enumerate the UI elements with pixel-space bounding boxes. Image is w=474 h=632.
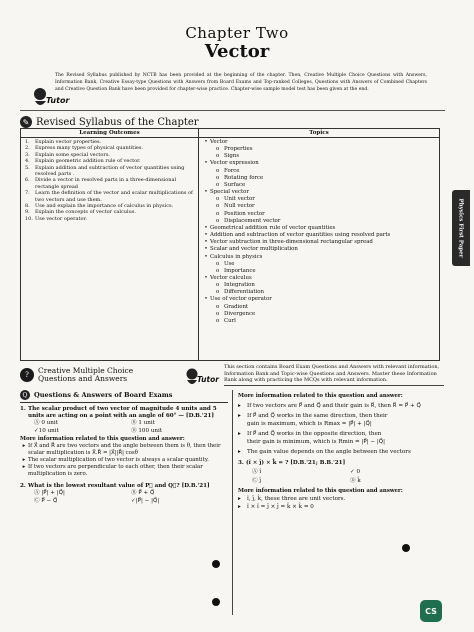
circle-bullet-icon: o — [216, 196, 220, 203]
outcomes-list — [21, 138, 198, 223]
topic-text: Calculus in physics — [210, 253, 263, 260]
logo-text: Tutor — [197, 375, 219, 384]
cmcq-header — [20, 364, 170, 386]
topic-item — [202, 239, 436, 246]
question-3-options — [238, 468, 448, 486]
info-point — [20, 457, 228, 464]
bullet-icon: • — [204, 296, 208, 303]
bullet-icon: • — [204, 274, 208, 281]
learning-outcomes-column — [21, 129, 199, 360]
column-divider — [232, 390, 233, 615]
ink-mark — [402, 544, 410, 552]
topics-header: Topics — [198, 129, 440, 138]
subtopic-text: Unit vector — [224, 196, 255, 203]
circle-bullet-icon: o — [216, 153, 220, 160]
outcome-text: Explain some special vectors. — [35, 151, 110, 158]
topics-column — [198, 129, 440, 360]
topic-text: Special vector — [210, 189, 249, 196]
topic-item — [202, 160, 436, 167]
left-column — [20, 390, 228, 505]
outcome-text: Use vector operator. — [35, 215, 87, 222]
topic-item — [202, 189, 436, 196]
outcome-number: 4. — [25, 158, 30, 165]
bullet-icon: • — [204, 160, 208, 167]
question-text: What is the lowest resultant value of P⃗ and Q⃗? [D.B.'21] — [28, 483, 210, 490]
info-points — [20, 443, 228, 478]
subtopic-item — [202, 196, 436, 203]
tutor-logo-icon — [184, 366, 222, 388]
right-column — [238, 393, 448, 512]
topic-text: Vector calculus — [210, 274, 252, 281]
info-point — [238, 496, 448, 503]
bullet-icon: ▸ — [238, 403, 241, 409]
subtopic-text: Use — [224, 260, 235, 267]
subtopic-item — [202, 318, 436, 325]
circle-bullet-icon: o — [216, 146, 220, 153]
circle-bullet-icon: o — [216, 174, 220, 181]
subtopic-text: Divergence — [224, 310, 256, 317]
cmcq-note: This section contains Board Exam Questions and Answers with relevant information, Information Bank and Topic-wise Questions and Answers. Master these Information Bank along with practicing the MCQs with relevant information. — [224, 364, 444, 386]
subtopic-text: Surface — [224, 181, 246, 188]
more-info-heading: More information related to this question and answer: — [238, 393, 403, 399]
subtopic-text: Displacement vector — [224, 217, 281, 224]
subtopic-text: Force — [224, 167, 240, 174]
bullet-icon: ▸ — [238, 449, 241, 456]
subtopic-text: Rotating force — [224, 174, 264, 181]
option: Ⓒ ĵ — [252, 477, 262, 484]
info-point — [238, 449, 448, 456]
question-1-options — [20, 420, 228, 435]
info-point — [20, 464, 228, 478]
circle-bullet-icon: o — [216, 289, 220, 296]
bullet-icon: ▸ — [238, 504, 241, 511]
outcome-text: Divide a vector in resolved parts in a three-dimensional rectangle spread — [35, 177, 177, 190]
circle-bullet-icon: o — [216, 303, 220, 310]
outcome-text: Explain addition and subtraction of vector quantities using resolved parts . — [35, 164, 185, 178]
option: ✓10 unit — [34, 427, 59, 434]
outcome-number: 5. — [25, 164, 30, 171]
circle-bullet-icon: o — [216, 210, 220, 217]
circle-bullet-icon: o — [216, 167, 220, 174]
question-3 — [238, 460, 448, 467]
subtopic-text: Integration — [224, 282, 255, 289]
board-exams-title: Questions & Answers of Board Exams — [34, 391, 173, 399]
syllabus-table — [20, 128, 440, 361]
subtopic-text: Curl — [224, 317, 236, 324]
outcome-number: 7. — [25, 190, 30, 197]
bullet-icon: • — [204, 189, 208, 196]
subtopic-item — [202, 182, 436, 189]
bullet-icon: • — [204, 232, 208, 239]
circle-bullet-icon: o — [216, 317, 220, 324]
info-text: gain is maximum, which is Rmax = |P⃗| + |Q⃗| — [247, 420, 372, 427]
learning-outcomes-header: Learning Outcomes — [21, 129, 198, 138]
outcome-number: 3. — [25, 151, 30, 158]
outcome-text: Express many types of physical quantities. — [35, 145, 144, 152]
subtopic-item — [202, 268, 436, 275]
topic-text: Vector — [210, 139, 228, 145]
chapter-title: Vector — [204, 41, 270, 62]
option: ✓|P⃗| − |Q⃗| — [131, 497, 160, 504]
bullet-icon: • — [204, 224, 208, 231]
circle-bullet-icon: o — [216, 282, 220, 289]
question-text: (î × ĵ) × k̂ = ? [D.B.'21; B.B.'21] — [246, 460, 346, 467]
info-point — [238, 413, 448, 420]
question-text: The scalar product of two vector of magnitude 4 units and 5 units are acting on a point with an angle of 60° — [D.B.'21] — [28, 406, 217, 420]
section-title: Revised Syllabus of the Chapter — [36, 116, 199, 128]
outcome-text: Explain the concepts of vector calculus. — [35, 209, 137, 216]
topics-list — [198, 138, 440, 326]
question-number: 3. — [238, 460, 244, 467]
info-point — [20, 443, 228, 457]
syllabus-icon: ✎ — [20, 116, 32, 128]
outcome-number: 6. — [25, 177, 30, 184]
info-text: their gain is minimum, which is Rmin = |P⃗| − |Q⃗| — [247, 438, 386, 445]
topic-item — [202, 139, 436, 146]
subtopic-item — [202, 168, 436, 175]
subtopic-text: Position vector — [224, 210, 265, 217]
option: Ⓐ î — [252, 468, 262, 475]
question-number: 1. — [20, 406, 26, 412]
qa-icon: Q — [20, 390, 30, 400]
subtopic-item — [202, 311, 436, 318]
topic-item — [202, 225, 436, 232]
cmcq-title-line2: Questions and Answers — [38, 374, 128, 383]
option: Ⓓ k̂ — [350, 477, 361, 484]
bullet-icon: • — [204, 246, 208, 253]
outcome-text: Learn the definition of the vector and scalar multiplications of two vectors and use them. — [35, 190, 193, 203]
outcome-number: 9. — [25, 209, 30, 216]
more-info-heading: More information related to this question and answer: — [238, 487, 403, 494]
subtopic-text: Properties — [224, 146, 253, 153]
outcome-item — [25, 216, 194, 222]
topic-item — [202, 254, 436, 261]
ink-mark — [212, 598, 220, 606]
bullet-icon: • — [204, 239, 208, 246]
topic-text: Addition and subtraction of vector quantities using resolved parts — [210, 232, 391, 239]
bullet-icon: • — [204, 139, 208, 145]
outcome-item — [25, 165, 194, 178]
option: Ⓑ P⃗ + Q⃗ — [131, 490, 155, 497]
subtopic-item — [202, 218, 436, 225]
subtopic-item — [202, 211, 436, 218]
topic-item — [202, 232, 436, 239]
subtopic-item — [202, 203, 436, 210]
topic-text: Vector expression — [210, 160, 259, 167]
question-1 — [20, 406, 228, 420]
circle-bullet-icon: o — [216, 203, 220, 210]
outcome-text: Explain vector properties. — [35, 139, 102, 145]
option: Ⓓ 100 unit — [131, 427, 163, 434]
outcome-item — [25, 190, 194, 203]
intro-paragraph: The Revised Syllabus published by NCTB has been provided at the beginning of the chapter. Then, Creative Multiple Choice Questions with Answers, Information Bank, Creative Essay-type Questions with Answers from Board Exams and Top-ranked Colleges, Questions with Answers of Combined Chapters and Creative Question Bank have been provided for chapter-wise practice. Chapter-wise sample model test has been given at the end. — [55, 73, 427, 93]
info-point — [238, 504, 448, 511]
outcome-item — [25, 177, 194, 190]
info-text: The gain value depends on the angle between the vectors — [247, 449, 411, 456]
side-tab-label: Physics First Paper — [458, 198, 464, 258]
subtopic-item — [202, 175, 436, 182]
subtopic-text: Signs — [224, 153, 240, 160]
subtopic-item — [202, 304, 436, 311]
subtopic-item — [202, 146, 436, 153]
topic-text: Vector subtraction in three-dimensional rectangular spread — [210, 239, 373, 246]
question-2-options — [20, 490, 228, 505]
outcome-number: 2. — [25, 145, 30, 152]
topic-text: Geometrical addition rule of vector quantities — [210, 224, 336, 231]
logo-text: Tutor — [46, 96, 70, 105]
circle-bullet-icon: o — [216, 267, 220, 274]
circle-bullet-icon: o — [216, 310, 220, 317]
subtopic-item — [202, 289, 436, 296]
subtopic-text: Gradient — [224, 303, 249, 310]
option: ✓ 0 — [350, 468, 361, 475]
outcome-number: 1. — [25, 139, 30, 145]
more-info-heading: More information related to this question and answer: — [20, 436, 185, 443]
subtopic-text: Null vector — [224, 203, 255, 210]
info-text: î, ĵ, k̂, these three are unit vectors. — [247, 495, 346, 502]
bullet-icon: • — [204, 253, 208, 260]
info-point — [238, 403, 448, 410]
divider — [20, 110, 445, 111]
topic-item — [202, 275, 436, 282]
topic-text: Scalar and vector multiplication — [210, 246, 298, 253]
topic-item — [202, 296, 436, 303]
circle-bullet-icon: o — [216, 181, 220, 188]
topic-item — [202, 246, 436, 253]
option: Ⓐ 0 unit — [34, 420, 58, 427]
cmcq-title-line1: Creative Multiple Choice — [38, 365, 134, 375]
circle-bullet-icon: o — [216, 217, 220, 224]
info-text: î × î = ĵ × ĵ = k̂ × k̂ = 0 — [247, 504, 314, 511]
subtopic-item — [202, 261, 436, 268]
info-text: If two vectors are P⃗ and Q⃗ and their gain is R⃗, then R⃗ = P⃗ + Q⃗ — [247, 403, 421, 409]
info-text: The scalar multiplication of two vector is always a scalar quantity. — [28, 457, 209, 464]
info-text: If P⃗ and Q⃗ works in the opposite direction, then — [247, 431, 382, 438]
option: Ⓐ |P⃗| + |Q⃗| — [34, 490, 65, 497]
info-point — [238, 431, 448, 438]
bullet-icon: ▸ — [22, 443, 26, 450]
bullet-icon: ▸ — [22, 464, 26, 471]
info-text: If P⃗ and Q⃗ works in the same direction, then their — [247, 413, 388, 420]
question-number: 2. — [20, 483, 26, 490]
info-text: If two vectors are perpendicular to each other, then their scalar multiplication is zero. — [28, 464, 203, 478]
outcome-number: 10. — [25, 215, 33, 222]
question-icon: ? — [20, 368, 34, 382]
ink-mark — [212, 560, 220, 568]
subtopic-text: Differentiation — [224, 289, 265, 296]
camscanner-badge: CS — [420, 600, 442, 622]
bullet-icon: ▸ — [22, 457, 26, 464]
outcome-number: 8. — [25, 203, 30, 210]
subtopic-item — [202, 282, 436, 289]
subtopic-item — [202, 153, 436, 160]
bullet-icon: ▸ — [238, 413, 241, 420]
outcome-text: Explain geometric addition rule of vector. — [35, 158, 141, 165]
info-text: If X⃗ and R⃗ are two vectors and the angle between them is θ, then their scalar multiplication is X⃗.R⃗ = |X⃗||R⃗| cosθ — [28, 443, 221, 457]
option: Ⓑ 1 unit — [131, 420, 155, 427]
board-exams-header — [20, 390, 228, 403]
subtopic-text: Importance — [224, 267, 256, 274]
topic-text: Use of vector operator — [210, 296, 272, 303]
chapter-number: Chapter Two — [185, 24, 289, 42]
circle-bullet-icon: o — [216, 260, 220, 267]
bullet-icon: ▸ — [238, 431, 241, 438]
option: Ⓒ P⃗ − Q⃗ — [34, 497, 58, 504]
outcome-text: Use and explain the importance of calculus in physics. — [35, 203, 174, 210]
bullet-icon: ▸ — [238, 495, 241, 502]
